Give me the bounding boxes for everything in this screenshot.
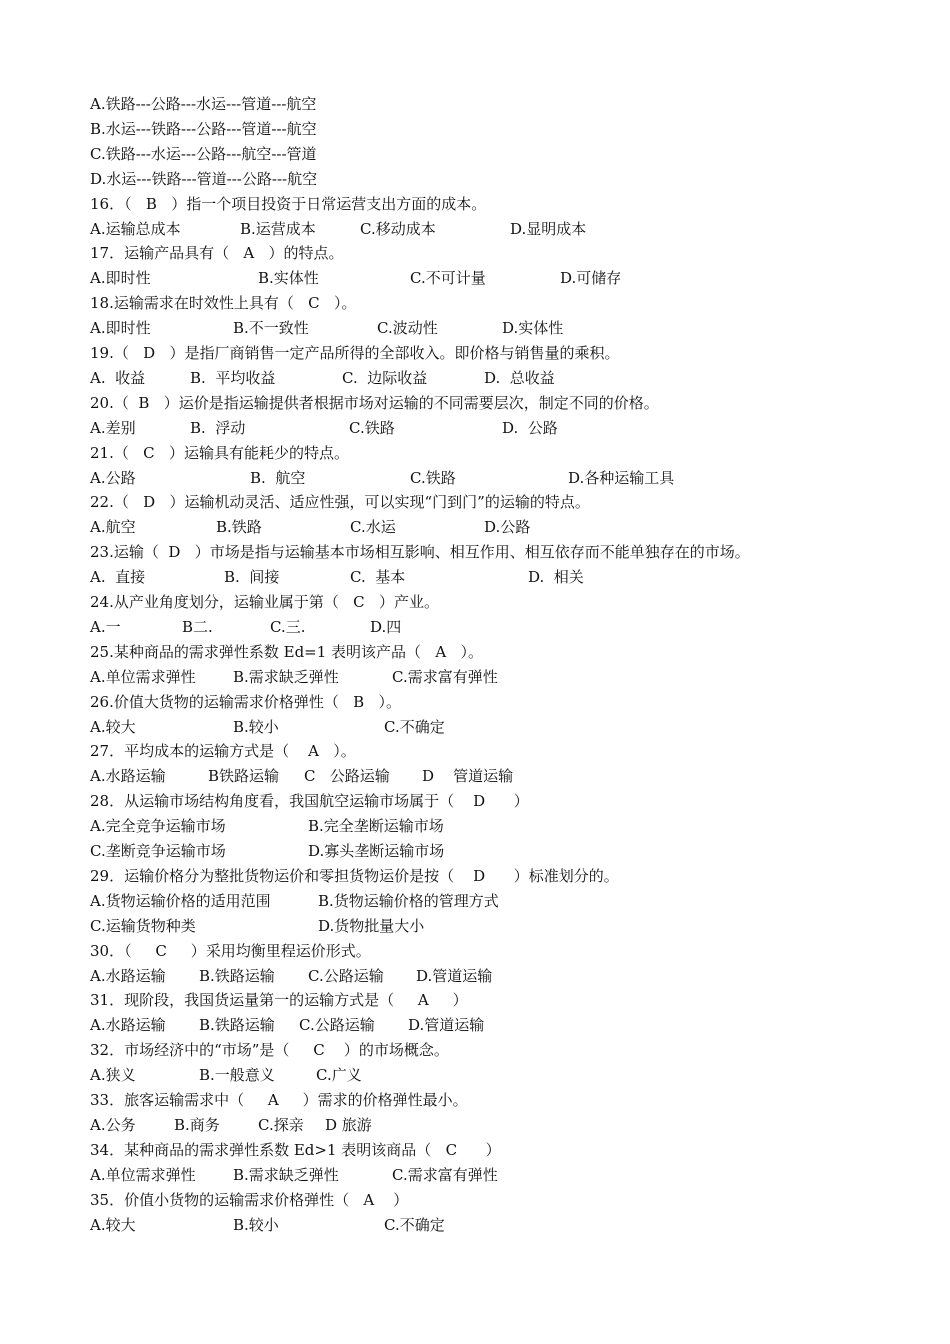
option-text: A.运输总成本 <box>90 219 181 238</box>
option-text: D.管道运输 <box>408 1016 485 1035</box>
question-line: 19.（ D ）是指厂商销售一定产品所得的全部收入。即价格与销售量的乘积。 <box>90 344 620 362</box>
option-line <box>0 665 950 690</box>
option-text: D.实体性 <box>502 319 564 338</box>
option-text: B.铁路运输 <box>199 966 275 985</box>
question-line: 32．市场经济中的“市场”是（ C ）的市场概念。 <box>90 1041 449 1060</box>
question-line: D.水运---铁路---管道---公路---航空 <box>90 169 318 188</box>
option-line <box>0 1113 950 1138</box>
option-line <box>0 217 950 242</box>
option-text: B.一般意义 <box>199 1066 275 1085</box>
option-text: B.运营成本 <box>240 219 316 238</box>
option-text: B.完全垄断运输市场 <box>308 817 444 836</box>
option-text: A.货物运输价格的适用范围 <box>90 891 271 910</box>
option-text: A. 直接 <box>90 568 146 587</box>
option-text: C.公路运输 <box>308 966 384 985</box>
option-text: D. 相关 <box>528 568 584 587</box>
option-text: B.不一致性 <box>233 319 309 338</box>
question-line: 24.从产业角度划分，运输业属于第（ C ）产业。 <box>90 593 439 611</box>
question-line: 28．从运输市场结构角度看，我国航空运输市场属于（ D ） <box>90 792 529 811</box>
option-text: D.公路 <box>484 518 531 537</box>
option-line <box>0 914 950 939</box>
option-text: B.需求缺乏弹性 <box>233 1165 339 1184</box>
option-line <box>0 1063 950 1088</box>
question-line: 16．（ B ）指一个项目投资于日常运营支出方面的成本。 <box>90 194 487 213</box>
option-text: A.公路 <box>90 468 136 487</box>
option-text: C.不确定 <box>384 717 445 736</box>
question-line: 21.（ C ）运输具有能耗少的特点。 <box>90 443 349 462</box>
option-line <box>0 1163 950 1188</box>
option-text: A.单位需求弹性 <box>90 667 196 686</box>
option-text: C.广义 <box>316 1066 362 1085</box>
option-line <box>0 615 950 640</box>
option-line <box>0 1013 950 1038</box>
option-text: A.差别 <box>90 418 136 437</box>
question-line: 23.运输（ D ）市场是指与运输基本市场相互影响、相互作用、相互依存而不能单独存在的市场。 <box>90 543 750 562</box>
question-line: 29．运输价格分为整批货物运价和零担货物运价是按（ D ）标准划分的。 <box>90 866 619 885</box>
option-text: B. 间接 <box>224 568 280 587</box>
option-text: B.铁路运输 <box>199 1016 275 1035</box>
option-text: C.水运 <box>350 518 396 537</box>
option-text: D.管道运输 <box>416 966 493 985</box>
option-text: B.铁路 <box>216 518 262 537</box>
option-text: C 公路运输 <box>304 767 390 786</box>
option-text: D.可储存 <box>560 269 622 288</box>
question-line: 35．价值小货物的运输需求价格弹性（ A ） <box>90 1190 409 1209</box>
question-line: A.铁路---公路---水运---管道---航空 <box>90 95 317 113</box>
option-text: C.铁路 <box>349 418 395 437</box>
option-text: C.运输货物种类 <box>90 916 196 935</box>
option-text: D.显明成本 <box>510 219 587 238</box>
option-text: A.即时性 <box>90 319 151 338</box>
option-text: D.各种运输工具 <box>568 468 675 487</box>
option-text: A.水路运输 <box>90 767 166 786</box>
option-text: B. 浮动 <box>190 418 246 437</box>
option-text: D.货物批量大小 <box>318 916 425 935</box>
question-line: 26.价值大货物的运输需求价格弹性（ B ）。 <box>90 692 401 711</box>
option-text: A.即时性 <box>90 269 151 288</box>
question-line: 25.某种商品的需求弹性系数 Ed=1 表明该产品（ A ）。 <box>90 642 483 661</box>
question-line: 33．旅客运输需求中（ A ）需求的价格弹性最小。 <box>90 1091 468 1109</box>
option-line <box>0 814 950 839</box>
option-text: C.波动性 <box>377 319 438 338</box>
question-line: 20.（ B ）运价是指运输提供者根据市场对运输的不同需要层次，制定不同的价格。 <box>90 393 659 412</box>
option-line <box>0 266 950 291</box>
option-line <box>0 466 950 491</box>
option-text: B. 平均收益 <box>190 368 276 387</box>
option-line <box>0 715 950 740</box>
question-line: 27．平均成本的运输方式是（ A ）。 <box>90 742 356 761</box>
option-text: C.不确定 <box>384 1215 445 1234</box>
question-line: B.水运---铁路---公路---管道---航空 <box>90 119 317 138</box>
option-line <box>0 764 950 789</box>
option-text: A.完全竞争运输市场 <box>90 817 226 836</box>
question-line: 30．（ C ）采用均衡里程运价形式。 <box>90 941 371 960</box>
option-text: B铁路运输 <box>208 767 280 786</box>
option-text: C.三. <box>270 617 306 636</box>
option-line <box>0 366 950 391</box>
option-text: A.水路运输 <box>90 966 166 985</box>
option-text: C.垄断竞争运输市场 <box>90 842 226 860</box>
question-line: C.铁路---水运---公路---航空---管道 <box>90 144 317 163</box>
option-text: B.较小 <box>233 1215 279 1234</box>
option-text: D.四 <box>370 617 402 636</box>
option-line <box>0 964 950 989</box>
option-text: C.需求富有弹性 <box>392 667 498 686</box>
option-text: A.航空 <box>90 518 136 537</box>
option-line <box>0 416 950 441</box>
option-line <box>0 839 950 864</box>
option-text: B.商务 <box>174 1115 220 1134</box>
option-line <box>0 1213 950 1238</box>
option-line <box>0 316 950 341</box>
option-text: B二. <box>182 617 213 636</box>
option-text: C.探亲 <box>258 1115 304 1134</box>
option-text: A.水路运输 <box>90 1016 166 1035</box>
option-text: A.一 <box>90 617 121 636</box>
option-text: D. 总收益 <box>484 368 555 387</box>
option-text: D. 公路 <box>502 418 558 437</box>
question-line: 22.（ D ）运输机动灵活、适应性强，可以实现“门到门”的运输的特点。 <box>90 493 590 512</box>
option-text: A.单位需求弹性 <box>90 1165 196 1184</box>
option-text: A.较大 <box>90 717 136 736</box>
question-line: 17．运输产品具有（ A ）的特点。 <box>90 244 344 263</box>
option-text: C.需求富有弹性 <box>392 1165 498 1184</box>
option-text: B.较小 <box>233 717 279 736</box>
option-text: D 旅游 <box>325 1115 372 1134</box>
option-line <box>0 515 950 540</box>
option-line <box>0 889 950 914</box>
option-text: C. 基本 <box>350 568 406 587</box>
question-line: 18.运输需求在时效性上具有（ C ）。 <box>90 294 357 313</box>
option-text: B. 航空 <box>250 468 306 487</box>
option-text: C.移动成本 <box>360 219 436 238</box>
question-line: 34．某种商品的需求弹性系数 Ed>1 表明该商品（ C ） <box>90 1140 501 1159</box>
option-text: D.寡头垄断运输市场 <box>308 842 445 860</box>
option-text: B.货物运输价格的管理方式 <box>318 891 499 910</box>
option-text: A. 收益 <box>90 368 146 387</box>
option-text: C.铁路 <box>410 468 456 487</box>
question-line: 31．现阶段，我国货运量第一的运输方式是（ A ） <box>90 991 468 1010</box>
option-text: B.实体性 <box>258 269 319 288</box>
option-text: A.狭义 <box>90 1066 136 1085</box>
option-text: C. 边际收益 <box>342 368 428 387</box>
option-text: C.公路运输 <box>299 1016 375 1035</box>
option-line <box>0 565 950 590</box>
option-text: A.较大 <box>90 1215 136 1234</box>
option-text: D 管道运输 <box>422 767 514 786</box>
option-text: B.需求缺乏弹性 <box>233 667 339 686</box>
option-text: A.公务 <box>90 1115 136 1134</box>
option-text: C.不可计量 <box>410 269 486 288</box>
